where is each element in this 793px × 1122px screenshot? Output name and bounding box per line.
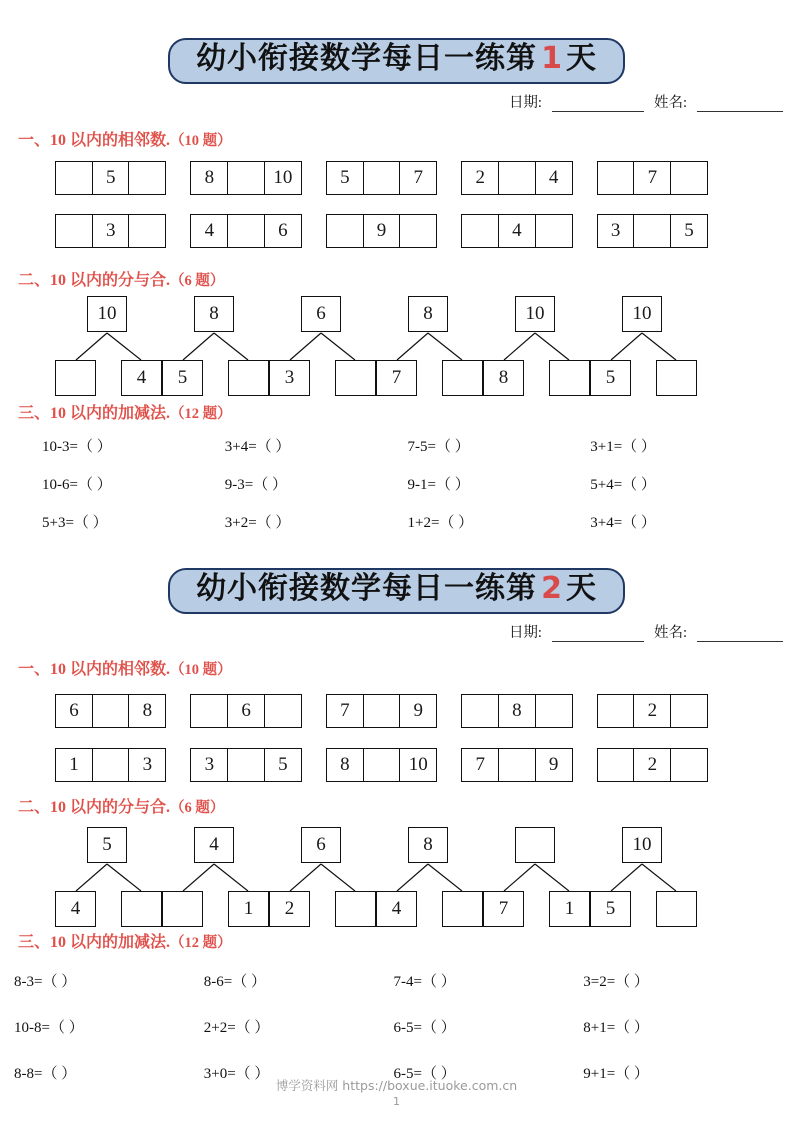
bond-connector-lines bbox=[376, 332, 483, 362]
section-heading-neighbors bbox=[18, 656, 793, 679]
bond-bottom-cells bbox=[269, 360, 376, 396]
bond-bottom-cells bbox=[376, 891, 483, 927]
name-input-line[interactable] bbox=[697, 628, 783, 642]
bond-top-cell[interactable]: 8 bbox=[408, 296, 448, 332]
neighbor-cell[interactable] bbox=[92, 694, 130, 728]
neighbor-cell[interactable]: 9 bbox=[535, 748, 573, 782]
arithmetic-grid bbox=[0, 435, 793, 532]
arithmetic-problem[interactable]: 7-4=（ ） bbox=[393, 974, 456, 990]
neighbor-cell[interactable] bbox=[92, 748, 130, 782]
neighbor-cell[interactable]: 4 bbox=[535, 161, 573, 195]
neighbor-cell[interactable]: 4 bbox=[498, 214, 536, 248]
bond-top-cell[interactable]: 10 bbox=[87, 296, 127, 332]
neighbor-cell[interactable]: 10 bbox=[264, 161, 302, 195]
number-bond bbox=[483, 827, 590, 927]
bond-right-cell[interactable]: 4 bbox=[121, 360, 162, 396]
neighbor-cell[interactable] bbox=[190, 694, 228, 728]
bond-left-cell[interactable] bbox=[162, 891, 203, 927]
neighbor-group bbox=[326, 748, 437, 782]
neighbor-cell[interactable]: 6 bbox=[55, 694, 93, 728]
neighbor-group bbox=[190, 748, 301, 782]
neighbor-cell[interactable]: 5 bbox=[92, 161, 130, 195]
date-label: 日期: bbox=[508, 625, 542, 641]
neighbor-cell[interactable] bbox=[633, 214, 671, 248]
day-title-banner bbox=[168, 38, 625, 84]
section-count: （6 题） bbox=[170, 273, 225, 289]
arithmetic-problem[interactable]: 7-5=（ ） bbox=[407, 439, 470, 455]
bond-right-cell[interactable] bbox=[442, 891, 483, 927]
number-bond bbox=[590, 296, 697, 396]
arithmetic-problem[interactable]: 5+3=（ ） bbox=[42, 515, 108, 531]
neighbor-group bbox=[190, 214, 301, 248]
number-bond bbox=[590, 827, 697, 927]
bond-top-cell[interactable]: 10 bbox=[622, 827, 662, 863]
section-heading-bonds bbox=[18, 794, 793, 817]
neighbor-cell[interactable] bbox=[55, 161, 93, 195]
bond-left-cell[interactable]: 8 bbox=[483, 360, 524, 396]
neighbor-cell[interactable] bbox=[461, 214, 499, 248]
number-bond bbox=[55, 296, 162, 396]
bond-left-cell[interactable]: 7 bbox=[376, 360, 417, 396]
neighbor-cell[interactable] bbox=[597, 161, 635, 195]
bond-left-cell[interactable]: 5 bbox=[590, 360, 631, 396]
bond-bottom-cells bbox=[376, 360, 483, 396]
neighbor-cell[interactable] bbox=[128, 161, 166, 195]
bond-bottom-cells bbox=[55, 891, 162, 927]
neighbor-cell[interactable] bbox=[227, 748, 265, 782]
neighbor-cell[interactable]: 2 bbox=[633, 748, 671, 782]
arithmetic-problem[interactable]: 8-6=（ ） bbox=[203, 974, 266, 990]
bond-bottom-cells bbox=[483, 360, 590, 396]
bond-right-cell[interactable]: 1 bbox=[549, 891, 590, 927]
bond-left-cell[interactable]: 2 bbox=[269, 891, 310, 927]
bond-left-cell[interactable]: 4 bbox=[376, 891, 417, 927]
day-title-prefix: 幼小衔接数学每日一练第 bbox=[196, 41, 538, 76]
neighbor-cell[interactable]: 9 bbox=[399, 694, 437, 728]
bond-connector-lines bbox=[483, 332, 590, 362]
neighbor-cell[interactable] bbox=[670, 748, 708, 782]
bond-connector-lines bbox=[55, 332, 162, 362]
bond-bottom-cells bbox=[55, 360, 162, 396]
section-count: （10 题） bbox=[170, 133, 232, 149]
neighbor-cell[interactable]: 7 bbox=[399, 161, 437, 195]
neighbor-cell[interactable]: 7 bbox=[326, 694, 364, 728]
arithmetic-problem[interactable]: 3+4=（ ） bbox=[224, 439, 291, 455]
neighbor-row bbox=[0, 694, 793, 728]
neighbor-group bbox=[326, 161, 437, 195]
bond-top-cell[interactable]: 6 bbox=[301, 827, 341, 863]
bond-right-cell[interactable] bbox=[228, 360, 269, 396]
neighbor-cell[interactable]: 3 bbox=[190, 748, 228, 782]
number-bond bbox=[483, 296, 590, 396]
neighbor-cell[interactable] bbox=[597, 694, 635, 728]
bond-top-cell[interactable] bbox=[515, 827, 555, 863]
neighbor-cell[interactable] bbox=[498, 161, 536, 195]
bond-bottom-cells bbox=[590, 360, 697, 396]
date-input-line[interactable] bbox=[552, 628, 644, 642]
number-bond bbox=[55, 827, 162, 927]
bond-right-cell[interactable] bbox=[656, 360, 697, 396]
arithmetic-problem[interactable]: 3+1=（ ） bbox=[590, 439, 656, 455]
neighbor-group bbox=[461, 694, 572, 728]
day-title-number: 2 bbox=[541, 571, 562, 606]
neighbor-group bbox=[55, 214, 166, 248]
bond-connector-lines bbox=[269, 863, 376, 893]
neighbor-group bbox=[461, 214, 572, 248]
footer-site-text: 博学资料网 https://boxue.ituoke.com.cn bbox=[275, 1078, 518, 1093]
arithmetic-problem[interactable]: 9-1=（ ） bbox=[407, 477, 470, 493]
bond-connector-lines bbox=[55, 863, 162, 893]
number-bond bbox=[162, 827, 269, 927]
neighbor-group bbox=[597, 214, 708, 248]
bond-bottom-cells bbox=[483, 891, 590, 927]
neighbor-cell[interactable]: 8 bbox=[190, 161, 228, 195]
bond-top-cell[interactable]: 6 bbox=[301, 296, 341, 332]
bond-left-cell[interactable]: 7 bbox=[483, 891, 524, 927]
neighbor-cell[interactable] bbox=[670, 161, 708, 195]
neighbor-cell[interactable] bbox=[128, 214, 166, 248]
name-input-line[interactable] bbox=[697, 98, 783, 112]
arithmetic-problem[interactable]: 2+2=（ ） bbox=[203, 1020, 270, 1036]
neighbor-group bbox=[326, 214, 437, 248]
neighbor-cell[interactable] bbox=[55, 214, 93, 248]
day-title-suffix: 天 bbox=[565, 571, 597, 606]
neighbor-group bbox=[461, 161, 572, 195]
section-heading-arithmetic bbox=[18, 400, 793, 423]
neighbor-cell[interactable]: 3 bbox=[597, 214, 635, 248]
arithmetic-problem[interactable]: 10-8=（ ） bbox=[14, 1020, 84, 1036]
number-bond bbox=[376, 827, 483, 927]
neighbor-cell[interactable] bbox=[535, 694, 573, 728]
section-heading-text: 三、10 以内的加减法. bbox=[18, 405, 171, 422]
neighbor-cell[interactable]: 5 bbox=[326, 161, 364, 195]
neighbor-cell[interactable]: 8 bbox=[326, 748, 364, 782]
neighbor-cell[interactable] bbox=[264, 694, 302, 728]
arithmetic-problem[interactable]: 8-8=（ ） bbox=[14, 1066, 77, 1082]
neighbor-cell[interactable]: 5 bbox=[264, 748, 302, 782]
neighbor-cell[interactable] bbox=[399, 214, 437, 248]
section-heading-text: 二、10 以内的分与合. bbox=[18, 799, 171, 816]
bond-top-cell[interactable]: 10 bbox=[515, 296, 555, 332]
neighbor-cell[interactable] bbox=[670, 694, 708, 728]
day-title-number: 1 bbox=[541, 41, 562, 76]
section-heading-arithmetic bbox=[18, 929, 793, 952]
neighbor-cell[interactable] bbox=[363, 694, 401, 728]
neighbor-cell[interactable]: 9 bbox=[363, 214, 401, 248]
neighbor-cell[interactable] bbox=[498, 748, 536, 782]
meta-row bbox=[0, 91, 793, 112]
neighbor-cell[interactable]: 3 bbox=[92, 214, 130, 248]
neighbor-row bbox=[0, 748, 793, 782]
bond-right-cell[interactable] bbox=[549, 360, 590, 396]
neighbor-cell[interactable]: 3 bbox=[128, 748, 166, 782]
number-bond bbox=[162, 296, 269, 396]
bond-connector-lines bbox=[269, 332, 376, 362]
neighbor-cell[interactable]: 10 bbox=[399, 748, 437, 782]
bond-top-cell[interactable]: 5 bbox=[87, 827, 127, 863]
number-bond bbox=[269, 827, 376, 927]
neighbor-row bbox=[0, 161, 793, 195]
neighbor-cell[interactable] bbox=[326, 214, 364, 248]
arithmetic-problem[interactable]: 3=2=（ ） bbox=[583, 974, 649, 990]
section-heading-text: 三、10 以内的加减法. bbox=[18, 934, 171, 951]
neighbor-cell[interactable]: 4 bbox=[190, 214, 228, 248]
neighbor-group bbox=[55, 748, 166, 782]
neighbor-cell[interactable] bbox=[227, 214, 265, 248]
bond-left-cell[interactable]: 3 bbox=[269, 360, 310, 396]
bond-connector-lines bbox=[376, 863, 483, 893]
bond-bottom-cells bbox=[162, 891, 269, 927]
neighbor-cell[interactable] bbox=[363, 161, 401, 195]
arithmetic-problem[interactable]: 3+4=（ ） bbox=[590, 515, 656, 531]
bond-right-cell[interactable] bbox=[335, 891, 376, 927]
neighbor-group bbox=[55, 694, 166, 728]
arithmetic-grid bbox=[0, 970, 793, 1083]
section-count: （10 题） bbox=[170, 662, 232, 678]
section-heading-text: 一、10 以内的相邻数. bbox=[18, 661, 171, 678]
bond-left-cell[interactable] bbox=[55, 360, 96, 396]
name-label: 姓名: bbox=[653, 625, 687, 641]
bond-connector-lines bbox=[162, 332, 269, 362]
day-block-2 bbox=[0, 532, 793, 1083]
arithmetic-problem[interactable]: 9+1=（ ） bbox=[583, 1066, 649, 1082]
bond-bottom-cells bbox=[162, 360, 269, 396]
page-footer bbox=[0, 1076, 793, 1108]
neighbor-cell[interactable]: 5 bbox=[670, 214, 708, 248]
neighbor-cell[interactable] bbox=[597, 748, 635, 782]
bond-right-cell[interactable]: 1 bbox=[228, 891, 269, 927]
name-label: 姓名: bbox=[653, 95, 687, 111]
arithmetic-problem[interactable]: 9-3=（ ） bbox=[224, 477, 287, 493]
day-title-banner-wrap bbox=[0, 38, 793, 84]
section-heading-text: 一、10 以内的相邻数. bbox=[18, 132, 171, 149]
neighbor-group bbox=[190, 161, 301, 195]
section-count: （6 题） bbox=[170, 800, 225, 816]
footer-page-number: 1 bbox=[393, 1095, 400, 1108]
arithmetic-problem[interactable]: 10-3=（ ） bbox=[42, 439, 112, 455]
bond-right-cell[interactable] bbox=[656, 891, 697, 927]
arithmetic-problem[interactable]: 1+2=（ ） bbox=[407, 515, 474, 531]
neighbor-cell[interactable]: 1 bbox=[55, 748, 93, 782]
neighbor-cell[interactable] bbox=[535, 214, 573, 248]
day-title-banner bbox=[168, 568, 625, 614]
arithmetic-problem[interactable]: 3+0=（ ） bbox=[203, 1066, 270, 1082]
bond-connector-lines bbox=[162, 863, 269, 893]
number-bond-row bbox=[0, 827, 793, 927]
neighbor-cell[interactable] bbox=[363, 748, 401, 782]
bond-top-cell[interactable]: 4 bbox=[194, 827, 234, 863]
date-input-line[interactable] bbox=[552, 98, 644, 112]
day-title-banner-wrap bbox=[0, 568, 793, 614]
neighbor-group bbox=[597, 748, 708, 782]
bond-top-cell[interactable]: 8 bbox=[408, 827, 448, 863]
neighbor-row bbox=[0, 214, 793, 248]
number-bond bbox=[376, 296, 483, 396]
number-bond bbox=[269, 296, 376, 396]
section-heading-text: 二、10 以内的分与合. bbox=[18, 272, 171, 289]
arithmetic-problem[interactable]: 8-3=（ ） bbox=[14, 974, 77, 990]
day-block-1 bbox=[0, 0, 793, 532]
neighbor-group bbox=[190, 694, 301, 728]
arithmetic-problem[interactable]: 6-5=（ ） bbox=[393, 1066, 456, 1082]
date-label: 日期: bbox=[508, 95, 542, 111]
day-title-suffix: 天 bbox=[565, 41, 597, 76]
neighbor-cell[interactable]: 7 bbox=[633, 161, 671, 195]
neighbor-cell[interactable]: 6 bbox=[264, 214, 302, 248]
bond-left-cell[interactable]: 4 bbox=[55, 891, 96, 927]
neighbor-cell[interactable]: 8 bbox=[128, 694, 166, 728]
neighbor-group bbox=[597, 694, 708, 728]
bond-left-cell[interactable]: 5 bbox=[162, 360, 203, 396]
day-title-prefix: 幼小衔接数学每日一练第 bbox=[196, 571, 538, 606]
bond-right-cell[interactable] bbox=[121, 891, 162, 927]
neighbor-cell[interactable]: 8 bbox=[498, 694, 536, 728]
arithmetic-problem[interactable]: 8+1=（ ） bbox=[583, 1020, 649, 1036]
bond-top-cell[interactable]: 8 bbox=[194, 296, 234, 332]
neighbor-group bbox=[55, 161, 166, 195]
section-heading-bonds bbox=[18, 267, 793, 290]
bond-connector-lines bbox=[590, 332, 697, 362]
bond-bottom-cells bbox=[269, 891, 376, 927]
section-heading-neighbors bbox=[18, 127, 793, 150]
neighbor-group bbox=[326, 694, 437, 728]
arithmetic-problem[interactable]: 6-5=（ ） bbox=[393, 1020, 456, 1036]
bond-left-cell[interactable]: 5 bbox=[590, 891, 631, 927]
neighbor-cell[interactable]: 2 bbox=[461, 161, 499, 195]
bond-connector-lines bbox=[483, 863, 590, 893]
number-bond-row bbox=[0, 296, 793, 396]
neighbor-cell[interactable]: 2 bbox=[633, 694, 671, 728]
neighbor-cell[interactable] bbox=[461, 694, 499, 728]
neighbor-group bbox=[597, 161, 708, 195]
arithmetic-problem[interactable]: 5+4=（ ） bbox=[590, 477, 656, 493]
arithmetic-problem[interactable]: 3+2=（ ） bbox=[224, 515, 291, 531]
bond-connector-lines bbox=[590, 863, 697, 893]
neighbor-cell[interactable]: 7 bbox=[461, 748, 499, 782]
bond-right-cell[interactable] bbox=[335, 360, 376, 396]
neighbor-cell[interactable] bbox=[227, 161, 265, 195]
section-count: （12 题） bbox=[170, 406, 232, 422]
bond-top-cell[interactable]: 10 bbox=[622, 296, 662, 332]
neighbor-group bbox=[461, 748, 572, 782]
arithmetic-problem[interactable]: 10-6=（ ） bbox=[42, 477, 112, 493]
bond-bottom-cells bbox=[590, 891, 697, 927]
bond-right-cell[interactable] bbox=[442, 360, 483, 396]
meta-row bbox=[0, 621, 793, 642]
section-count: （12 题） bbox=[170, 935, 232, 951]
neighbor-cell[interactable]: 6 bbox=[227, 694, 265, 728]
